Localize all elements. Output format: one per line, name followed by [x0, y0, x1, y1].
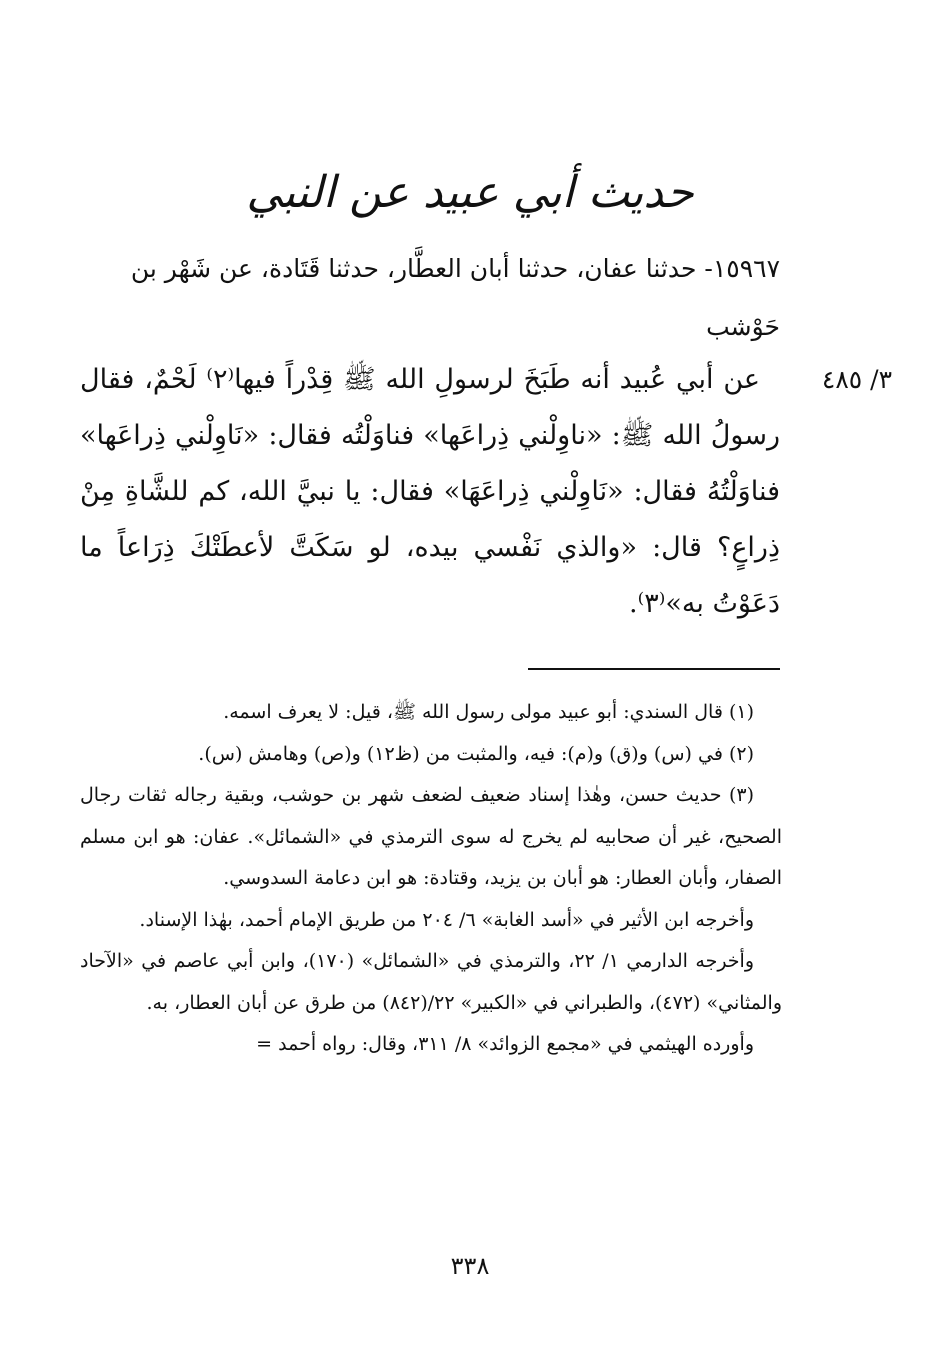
- footnote-1: (١) قال السندي: أبو عبيد مولى رسول الله ﷺ، قيل: لا يعرف اسمه.: [223, 701, 754, 723]
- isnad-line-2: حَوْشب: [706, 312, 780, 341]
- margin-reference: ٣/ ٤٨٥: [821, 365, 892, 394]
- isnad-line-1: ١٥٩٦٧- حدثنا عفان، حدثنا أبان العطَّار، حدثنا قَتَادة، عن شَهْر بن: [130, 254, 780, 283]
- footnote-divider: [528, 668, 780, 670]
- chapter-title: حديث أبي عبيد عن النبي: [246, 167, 694, 218]
- page-number: ٣٣٨: [450, 1252, 490, 1280]
- footnote-3-continued: وأورده الهيثمي في «مجمع الزوائد» ٨/ ٣١١، وقال: رواه أحمد =: [256, 1033, 754, 1055]
- footnote-3-continued: وأخرجه ابن الأثير في «أسد الغابة» ٦/ ٢٠٤ من طريق الإمام أحمد، بهٰذا الإسناد.: [139, 908, 754, 931]
- footnote-2: (٢) في (س) و(ق) و(م): فيه، والمثبت من (ظ١٢) و(ص) وهامش (س).: [198, 742, 754, 765]
- hadith-text: [80, 352, 780, 632]
- footnotes: [80, 692, 782, 1066]
- hadith-isnad: [80, 240, 780, 356]
- footnote-3-continued: وأخرجه الدارمي ١/ ٢٢، والترمذي في «الشمائل» (١٧٠)، وابن أبي عاصم في «الآحاد والمثاني» (٤٧٢)، والطبراني في «الكبير» ٢٢/(٨٤٢) من طرق عن أبان العطار، به.: [80, 950, 782, 1014]
- hadith-body: عن أبي عُبيد أنه طَبَخَ لرسولِ الله ﷺ قِدْراً فيها⁽٢⁾ لَحْمٌ، فقال رسولُ الله ﷺ: «ناوِلْني ذِراعَها» فناوَلْتُه فقال: «نَاوِلْني ذِراعَها» فناوَلْتُهُ فقال: «نَاوِلْني ذِراعَهَا» فقال: يا نبيَّ الله، كم للشَّاةِ مِنْ ذِراعٍ؟ قال: «والذي نَفْسي بيده، لو سَكَتَّ لأعطَتْكَ ذِرَاعاً ما دَعَوْتُ به»⁽٣⁾.: [80, 364, 780, 619]
- footnote-3: (٣) حديث حسن، وهٰذا إسناد ضعيف لضعف شهر بن حوشب، وبقية رجاله ثقات رجال الصحيح، غير أن صحابيه لم يخرج له سوى الترمذي في «الشمائل». عفان: هو ابن مسلم الصفار، وأبان العطار: هو أبان بن يزيد، وقتادة: هو ابن دعامة السدوسي.: [80, 784, 782, 889]
